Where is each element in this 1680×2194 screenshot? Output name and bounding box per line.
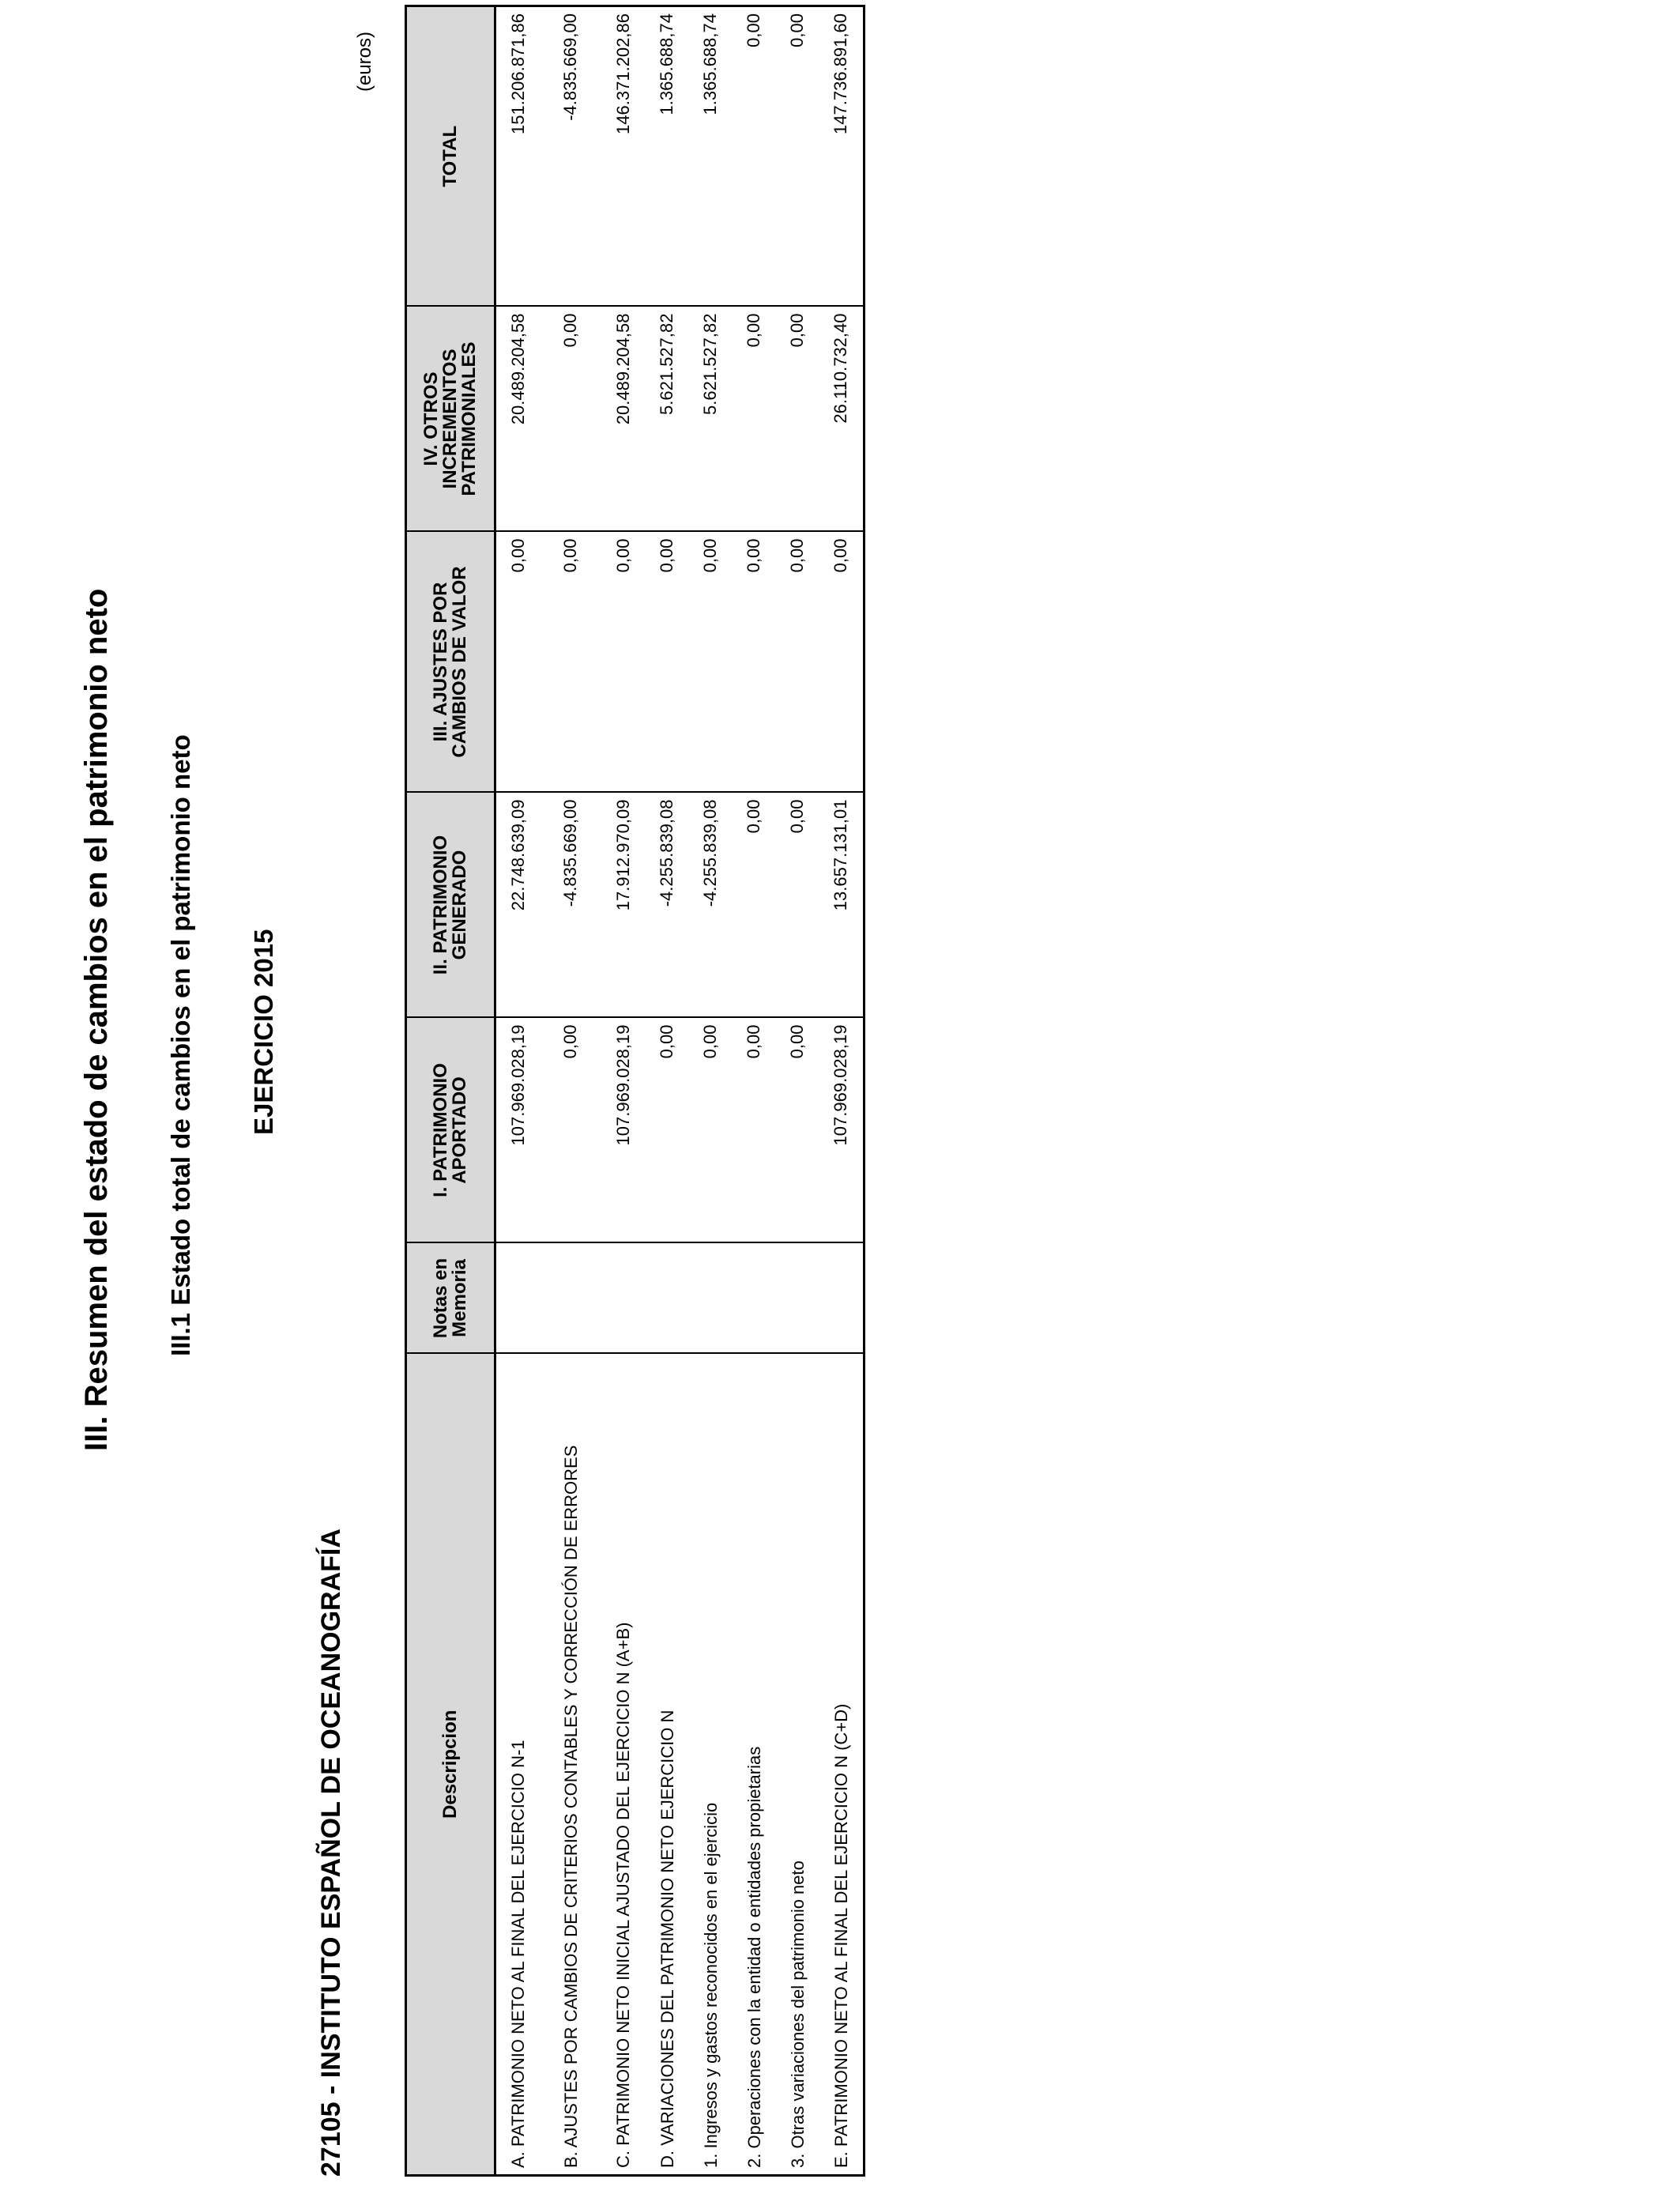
row-aportado: 107.969.028,19 [819,1018,864,1243]
table-header-row [406,6,495,2176]
document-title: III. Resumen del estado de cambios en el patrimonio neto [79,588,114,1451]
document-subtitle: III.1 Estado total de cambios en el patrimonio neto [166,734,195,1356]
row-generado: 22.748.639,09 [495,793,541,1018]
row-otros: 0,00 [540,307,601,532]
table-row [776,6,819,2176]
header-patrimonio-generado: II. PATRIMONIO GENERADO [406,793,495,1018]
row-description: 2. Operaciones con la entidad o entidades propietarias [733,1354,776,2176]
row-description: A. PATRIMONIO NETO AL FINAL DEL EJERCICIO N-1 [495,1354,541,2176]
row-generado: -4.255.839,08 [689,793,733,1018]
row-total: 0,00 [733,6,776,307]
table-row [646,6,689,2176]
row-aportado: 0,00 [776,1018,819,1243]
row-description: 3. Otras variaciones del patrimonio neto [776,1354,819,2176]
row-otros: 5.621.527,82 [646,307,689,532]
row-otros: 5.621.527,82 [689,307,733,532]
table-row [602,6,646,2176]
exercise-year: EJERCICIO 2015 [249,929,278,1135]
row-aportado: 107.969.028,19 [495,1018,541,1243]
row-total: 0,00 [776,6,819,307]
entity-name: 27105 - INSTITUTO ESPAÑOL DE OCEANOGRAFÍA [316,1529,346,2177]
row-notes [776,1243,819,1354]
row-otros: 20.489.204,58 [602,307,646,532]
row-generado: 13.657.131,01 [819,793,864,1018]
row-ajustes: 0,00 [819,532,864,793]
table-row [733,6,776,2176]
header-description: Descripcion [406,1354,495,2176]
row-ajustes: 0,00 [602,532,646,793]
row-total: 147.736.891,60 [819,6,864,307]
row-otros: 0,00 [733,307,776,532]
row-ajustes: 0,00 [495,532,541,793]
table-row [819,6,864,2176]
table-row [540,6,601,2176]
row-notes [733,1243,776,1354]
row-notes [602,1243,646,1354]
table-row [495,6,541,2176]
header-notes: Notas en Memoria [406,1243,495,1354]
row-ajustes: 0,00 [733,532,776,793]
header-total: TOTAL [406,6,495,307]
row-total: -4.835.669,00 [540,6,601,307]
row-description: C. PATRIMONIO NETO INICIAL AJUSTADO DEL EJERCICIO N (A+B) [602,1354,646,2176]
row-description: E. PATRIMONIO NETO AL FINAL DEL EJERCICIO N (C+D) [819,1354,864,2176]
row-ajustes: 0,00 [540,532,601,793]
row-generado: 0,00 [776,793,819,1018]
table-row [689,6,733,2176]
row-total: 1.365.688,74 [689,6,733,307]
row-otros: 20.489.204,58 [495,307,541,532]
row-total: 151.206.871,86 [495,6,541,307]
row-aportado: 0,00 [540,1018,601,1243]
row-ajustes: 0,00 [689,532,733,793]
row-generado: 17.912.970,09 [602,793,646,1018]
row-notes [540,1243,601,1354]
row-description: 1. Ingresos y gastos reconocidos en el ejercicio [689,1354,733,2176]
row-otros: 0,00 [776,307,819,532]
row-notes [495,1243,541,1354]
row-notes [819,1243,864,1354]
row-notes [689,1243,733,1354]
row-generado: -4.255.839,08 [646,793,689,1018]
row-aportado: 0,00 [646,1018,689,1243]
row-generado: -4.835.669,00 [540,793,601,1018]
header-otros-incrementos: IV. OTROS INCREMENTOS PATRIMONIALES [406,307,495,532]
header-patrimonio-aportado: I. PATRIMONIO APORTADO [406,1018,495,1243]
row-ajustes: 0,00 [646,532,689,793]
row-otros: 26.110.732,40 [819,307,864,532]
currency-unit: (euros) [354,31,375,92]
row-ajustes: 0,00 [776,532,819,793]
row-aportado: 0,00 [689,1018,733,1243]
row-notes [646,1243,689,1354]
header-ajustes-valor: III. AJUSTES POR CAMBIOS DE VALOR [406,532,495,793]
row-description: D. VARIACIONES DEL PATRIMONIO NETO EJERCICIO N [646,1354,689,2176]
row-aportado: 107.969.028,19 [602,1018,646,1243]
row-total: 1.365.688,74 [646,6,689,307]
equity-changes-table [405,5,865,2177]
row-generado: 0,00 [733,793,776,1018]
row-description: B. AJUSTES POR CAMBIOS DE CRITERIOS CONTABLES Y CORRECCIÓN DE ERRORES [540,1354,601,2176]
row-total: 146.371.202,86 [602,6,646,307]
row-aportado: 0,00 [733,1018,776,1243]
